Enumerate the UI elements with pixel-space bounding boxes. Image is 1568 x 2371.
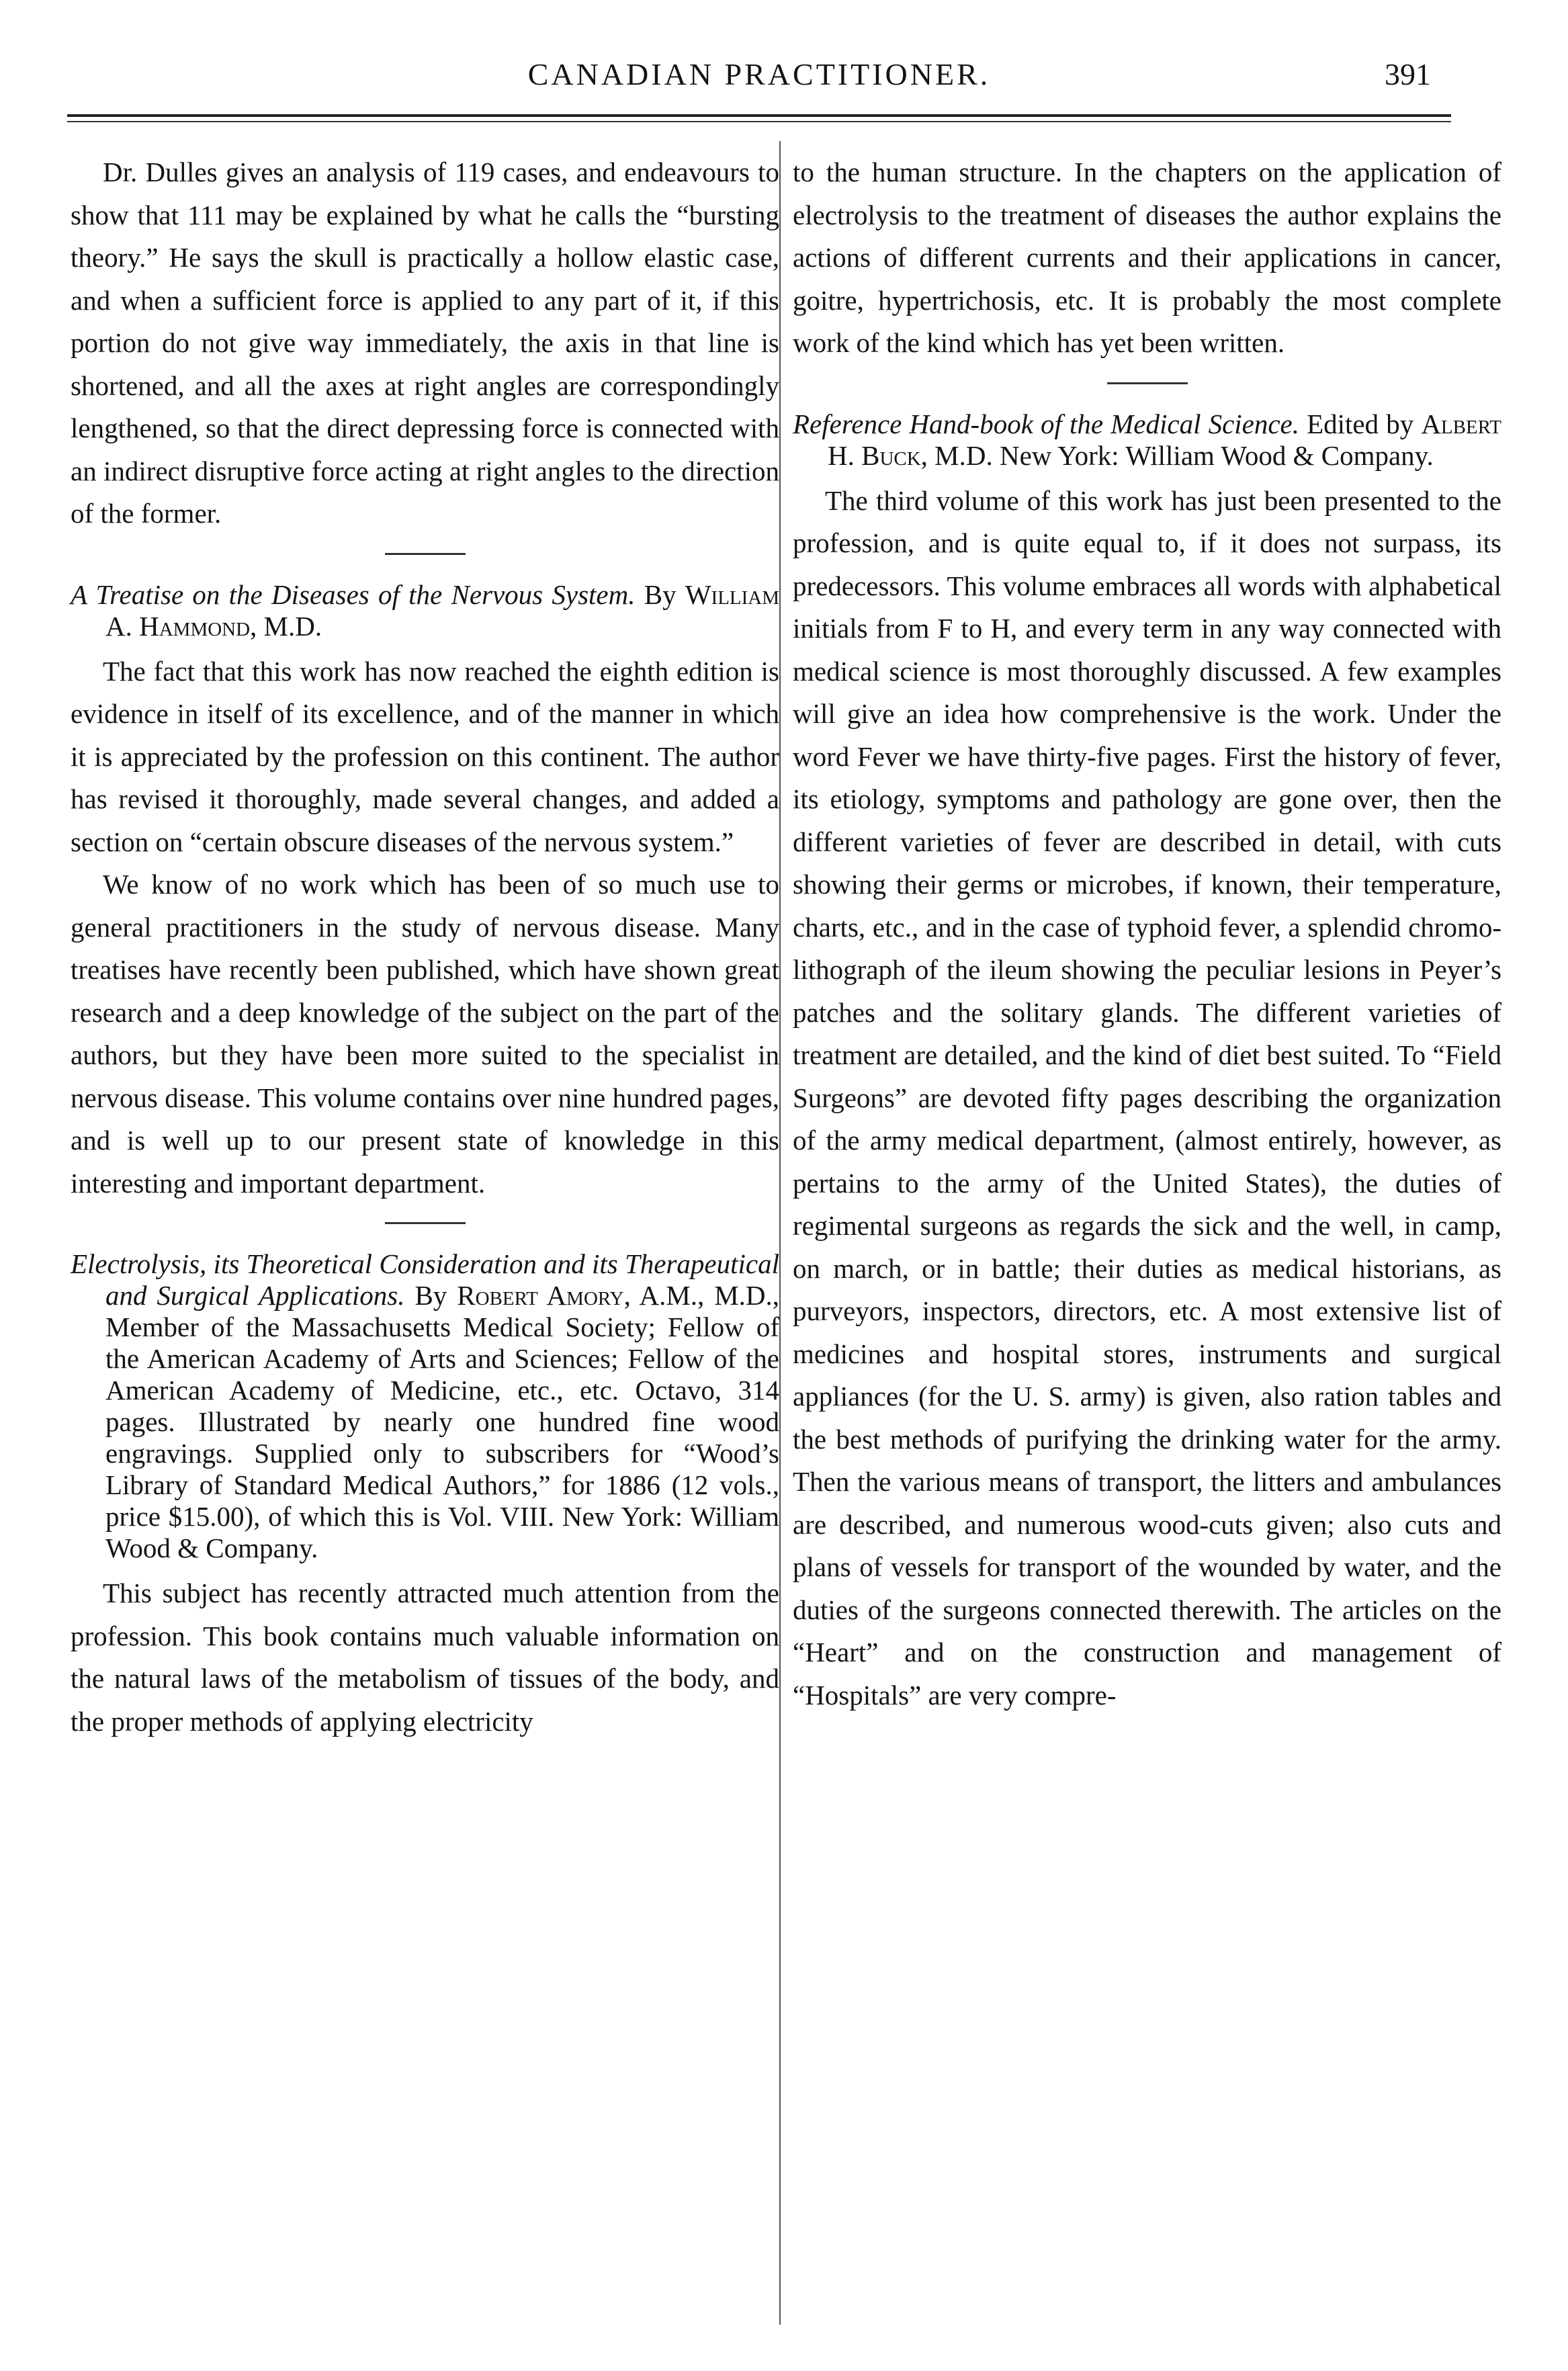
book-entry-hammond	[71, 579, 779, 642]
paragraph-review: We know of no work which has been of so much use to general practitioners in the study of nervous disease. Many treatises have recently been published, which have shown great research and a deep knowledge of the subject on the part of the authors, but they have been more suited to the specialist in nervous disease. This volume contains over nine hundred pages, and is well up to our present state of knowledge in this interesting and important department.	[71, 869, 779, 1199]
paragraph-review: This subject has recently attracted much attention from the profession. This book contains much valuable information on the natural laws of the metabolism of tissues of the body, and the proper methods of applying electricity	[71, 1578, 779, 1737]
header-rule-thick	[67, 114, 1451, 117]
column-divider	[779, 141, 781, 2325]
book-title: Reference Hand-book of the Medical Science.	[793, 408, 1300, 439]
book-entry-amory	[71, 1248, 779, 1564]
left-column	[71, 151, 779, 1743]
paragraph-continued: to the human structure. In the chapters on the application of electrolysis to the treatment of diseases the author explains the actions of different currents and their applications in cancer, goitre, hypertrichosis, etc. It is probably the most complete work of the kind which has yet been written.	[793, 157, 1501, 358]
book-entry-buck	[793, 408, 1501, 472]
section-separator	[1107, 382, 1188, 384]
book-title: Electrolysis, its Theoretical Consideration and its Therapeutical and Surgical Applications.	[71, 1248, 779, 1311]
header-rule-thin	[67, 121, 1451, 122]
journal-title: CANADIAN PRACTITIONER.	[527, 57, 991, 91]
section-separator	[385, 1222, 466, 1224]
book-details: New York: William Wood & Company.	[1000, 439, 1434, 471]
paragraph-review: The third volume of this work has just been presented to the profession, and is quite equal to, if it does not surpass, its predecessors. This volume embraces all words with alphabetical initials from F to H, and every term in any way connected with medical science is most thoroughly discussed. A few examples will give an idea how comprehensive is the work. Under the word Fever we have thirty-five pages. First the history of fever, its etiology, symptoms and pathology are gone over, then the different varieties of fever are described in detail, with cuts showing their germs or microbes, if known, their temperature, charts, etc., and in the case of typhoid fever, a splendid chromo-lithograph of the ileum showing the peculiar lesions in Peyer’s patches and the solitary glands. The different varieties of treatment are detailed, and the kind of diet best suited. To “Field Surgeons” are devoted fifty pages describing the organization of the army medical department, (almost entirely, however, as pertains to the army of the United States), the duties of regimental surgeons as regards the sick and the well, in camp, on march, or in battle; their duties as medical historians, as purveyors, inspectors, directors, etc. A most extensive list of medicines and hospital stores, instruments and surgical appliances (for the U. S. army) is given, also ration tables and the best methods of purifying the drinking water for the army. Then the various means of transport, the litters and ambulances are described, and numerous wood-cuts given; also cuts and plans of vessels for transport of the wounded by water, and the duties of the surgeons connected therewith. The articles on the “Heart” and on the construction and management of “Hospitals” are very compre-	[793, 484, 1501, 1711]
page-number: 391	[1385, 57, 1431, 91]
book-author: William A. Hammond, M.D.	[105, 578, 780, 642]
by-word: By	[415, 1280, 447, 1311]
section-separator	[385, 553, 466, 555]
edited-by: Edited by	[1307, 408, 1414, 439]
paragraph-review: The fact that this work has now reached the eighth edition is evidence in itself of its excellence, and of the manner in which it is appreciated by the profession on this continent. The author has revised it thoroughly, made several changes, and added a section on “certain obscure diseases of the nervous system.”	[71, 655, 779, 857]
right-column	[793, 151, 1501, 1717]
paragraph-dulles: Dr. Dulles gives an analysis of 119 cases, and endeavours to show that 111 may be explained by what he calls the “bursting theory.” He says the skull is practically a hollow elastic case, and when a sufficient force is applied to any part of it, if this portion do not give way immediately, the axis in that line is shortened, and all the axes at right angles are correspondingly lengthened, so that the direct depressing force is connected with an indirect disruptive force acting at right angles to the direction of the former.	[71, 157, 779, 529]
book-title: A Treatise on the Diseases of the Nervous System.	[71, 578, 636, 610]
running-head	[67, 54, 1451, 114]
book-editor: Albert H. Buck, M.D.	[828, 408, 1502, 471]
by-word: By	[644, 578, 677, 610]
book-author: Robert Amory, A.M., M.D.,	[457, 1280, 780, 1311]
book-details: Member of the Massachusetts Medical Society; Fellow of the American Academy of Arts and Sciences; Fellow of the American Academy of Medicine, etc., etc. Octavo, 314 pages. Illustrated by nearly one hundred fine wood engravings. Supplied only to subscribers for “Wood’s Library of Standard Medical Authors,” for 1886 (12 vols., price $15.00), of which this is Vol. VIII. New York: William Wood & Company.	[105, 1311, 779, 1563]
